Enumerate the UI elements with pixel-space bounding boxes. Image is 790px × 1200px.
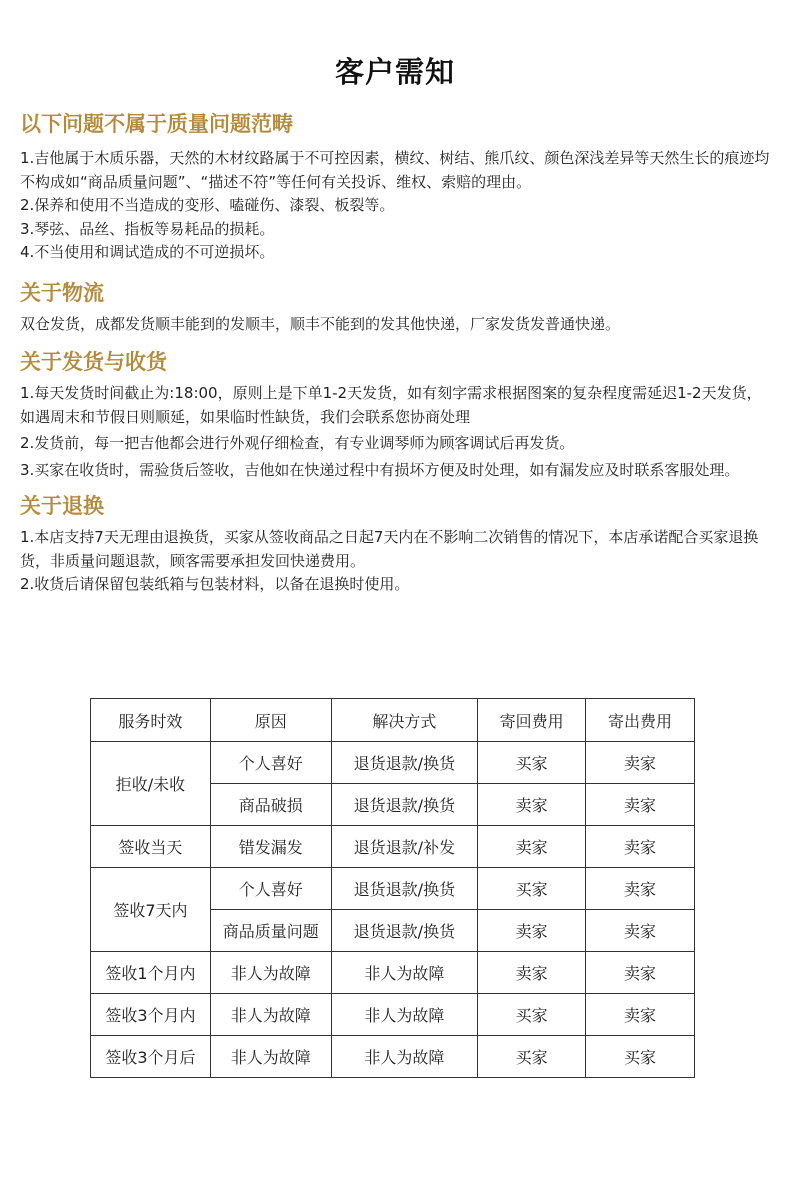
paragraph: 1.本店支持7天无理由退换货，买家从签收商品之日起7天内在不影响二次销售的情况下，本店承诺配合买家退换货，非质量问题退款，顾客需要承担发回快递费用。 [20,528,759,570]
solution-cell: 退货退款/换货 [331,784,478,826]
paragraph: 4.不当使用和调试造成的不可逆损坏。 [20,243,275,261]
solution-cell: 退货退款/换货 [331,910,478,952]
header-send-fee: 寄出费用 [586,699,695,742]
solution-cell: 非人为故障 [331,994,478,1036]
send-fee-cell: 卖家 [586,910,695,952]
table-header-row [91,699,695,742]
solution-cell: 退货退款/换货 [331,868,478,910]
solution-cell: 退货退款/补发 [331,826,478,868]
table-row [91,952,695,994]
section-body [20,313,772,337]
send-fee-cell: 卖家 [586,868,695,910]
table-row [91,826,695,868]
section-heading: 关于退换 [20,494,104,518]
period-cell: 签收3个月内 [91,994,211,1036]
paragraph: 3.琴弦、品丝、指板等易耗品的损耗。 [20,219,275,238]
send-fee-cell: 卖家 [586,952,695,994]
paragraph: 2.保养和使用不当造成的变形、嗑碰伤、漆裂、板裂等。 [20,196,395,214]
section-body [20,147,772,265]
return-fee-cell: 卖家 [478,826,586,868]
send-fee-cell: 卖家 [586,742,695,784]
table-row [91,742,695,784]
return-fee-cell: 买家 [478,994,586,1036]
header-return-fee: 寄回费用 [478,699,586,742]
send-fee-cell: 卖家 [586,826,695,868]
paragraph: 3.买家在收货时，需验货后签收，吉他如在快递过程中有损坏方便及时处理，如有漏发应及时联系客服处理。 [20,460,740,479]
table-row [91,994,695,1036]
solution-cell: 退货退款/换货 [331,742,478,784]
return-fee-cell: 卖家 [478,952,586,994]
page-title: 客户需知 [334,55,455,89]
section-shipping-receiving [20,348,772,482]
period-cell: 签收当天 [91,826,211,868]
section-logistics [20,279,772,337]
return-fee-cell: 买家 [478,742,586,784]
return-fee-cell: 买家 [478,1036,586,1078]
return-fee-cell: 卖家 [478,910,586,952]
reason-cell: 个人喜好 [210,742,331,784]
reason-cell: 个人喜好 [210,868,331,910]
paragraph: 2.发货前，每一把吉他都会进行外观仔细检查，有专业调琴师为顾客调试后再发货。 [20,434,575,452]
period-cell: 签收3个月后 [91,1036,211,1078]
solution-cell: 非人为故障 [331,952,478,994]
reason-cell: 非人为故障 [210,952,331,994]
section-heading: 以下问题不属于质量问题范畴 [20,112,293,136]
section-heading: 关于物流 [20,280,104,305]
reason-cell: 商品质量问题 [210,910,331,952]
section-heading: 关于发货与收货 [20,350,167,374]
section-returns [20,492,772,597]
period-cell: 签收7天内 [91,868,211,952]
section-body [20,526,772,597]
paragraph: 1.每天发货时间截止为:18:00，原则上是下单1-2天发货，如有刻字需求根据图案的复杂程度需延迟1-2天发货，如遇周末和节假日则顺延，如果临时性缺货，我们会联系您协商处理 [20,384,762,426]
period-cell: 签收1个月内 [91,952,211,994]
section-body [20,382,772,482]
send-fee-cell: 卖家 [586,994,695,1036]
return-policy-table [90,698,695,1078]
header-reason: 原因 [210,699,331,742]
paragraph: 1.吉他属于木质乐器，天然的木材纹路属于不可控因素，横纹、树结、熊爪纹、颜色深浅差异等天然生长的痕迹均不构成如“商品质量问题”、“描述不符”等任何有关投诉、维权、索赔的理由。 [20,149,770,191]
table-row [91,868,695,910]
return-fee-cell: 买家 [478,868,586,910]
table-row [91,1036,695,1078]
header-period: 服务时效 [91,699,211,742]
send-fee-cell: 买家 [586,1036,695,1078]
period-cell: 拒收/未收 [91,742,211,826]
section-quality-exclusions [20,110,772,265]
solution-cell: 非人为故障 [331,1036,478,1078]
paragraph: 2.收货后请保留包装纸箱与包装材料，以备在退换时使用。 [20,575,410,593]
paragraph: 双仓发货，成都发货顺丰能到的发顺丰，顺丰不能到的发其他快递，厂家发货发普通快递。 [20,314,621,333]
reason-cell: 非人为故障 [210,994,331,1036]
reason-cell: 错发漏发 [210,826,331,868]
header-solution: 解决方式 [331,699,478,742]
reason-cell: 商品破损 [210,784,331,826]
reason-cell: 非人为故障 [210,1036,331,1078]
return-fee-cell: 卖家 [478,784,586,826]
send-fee-cell: 卖家 [586,784,695,826]
notice-content [0,110,790,597]
